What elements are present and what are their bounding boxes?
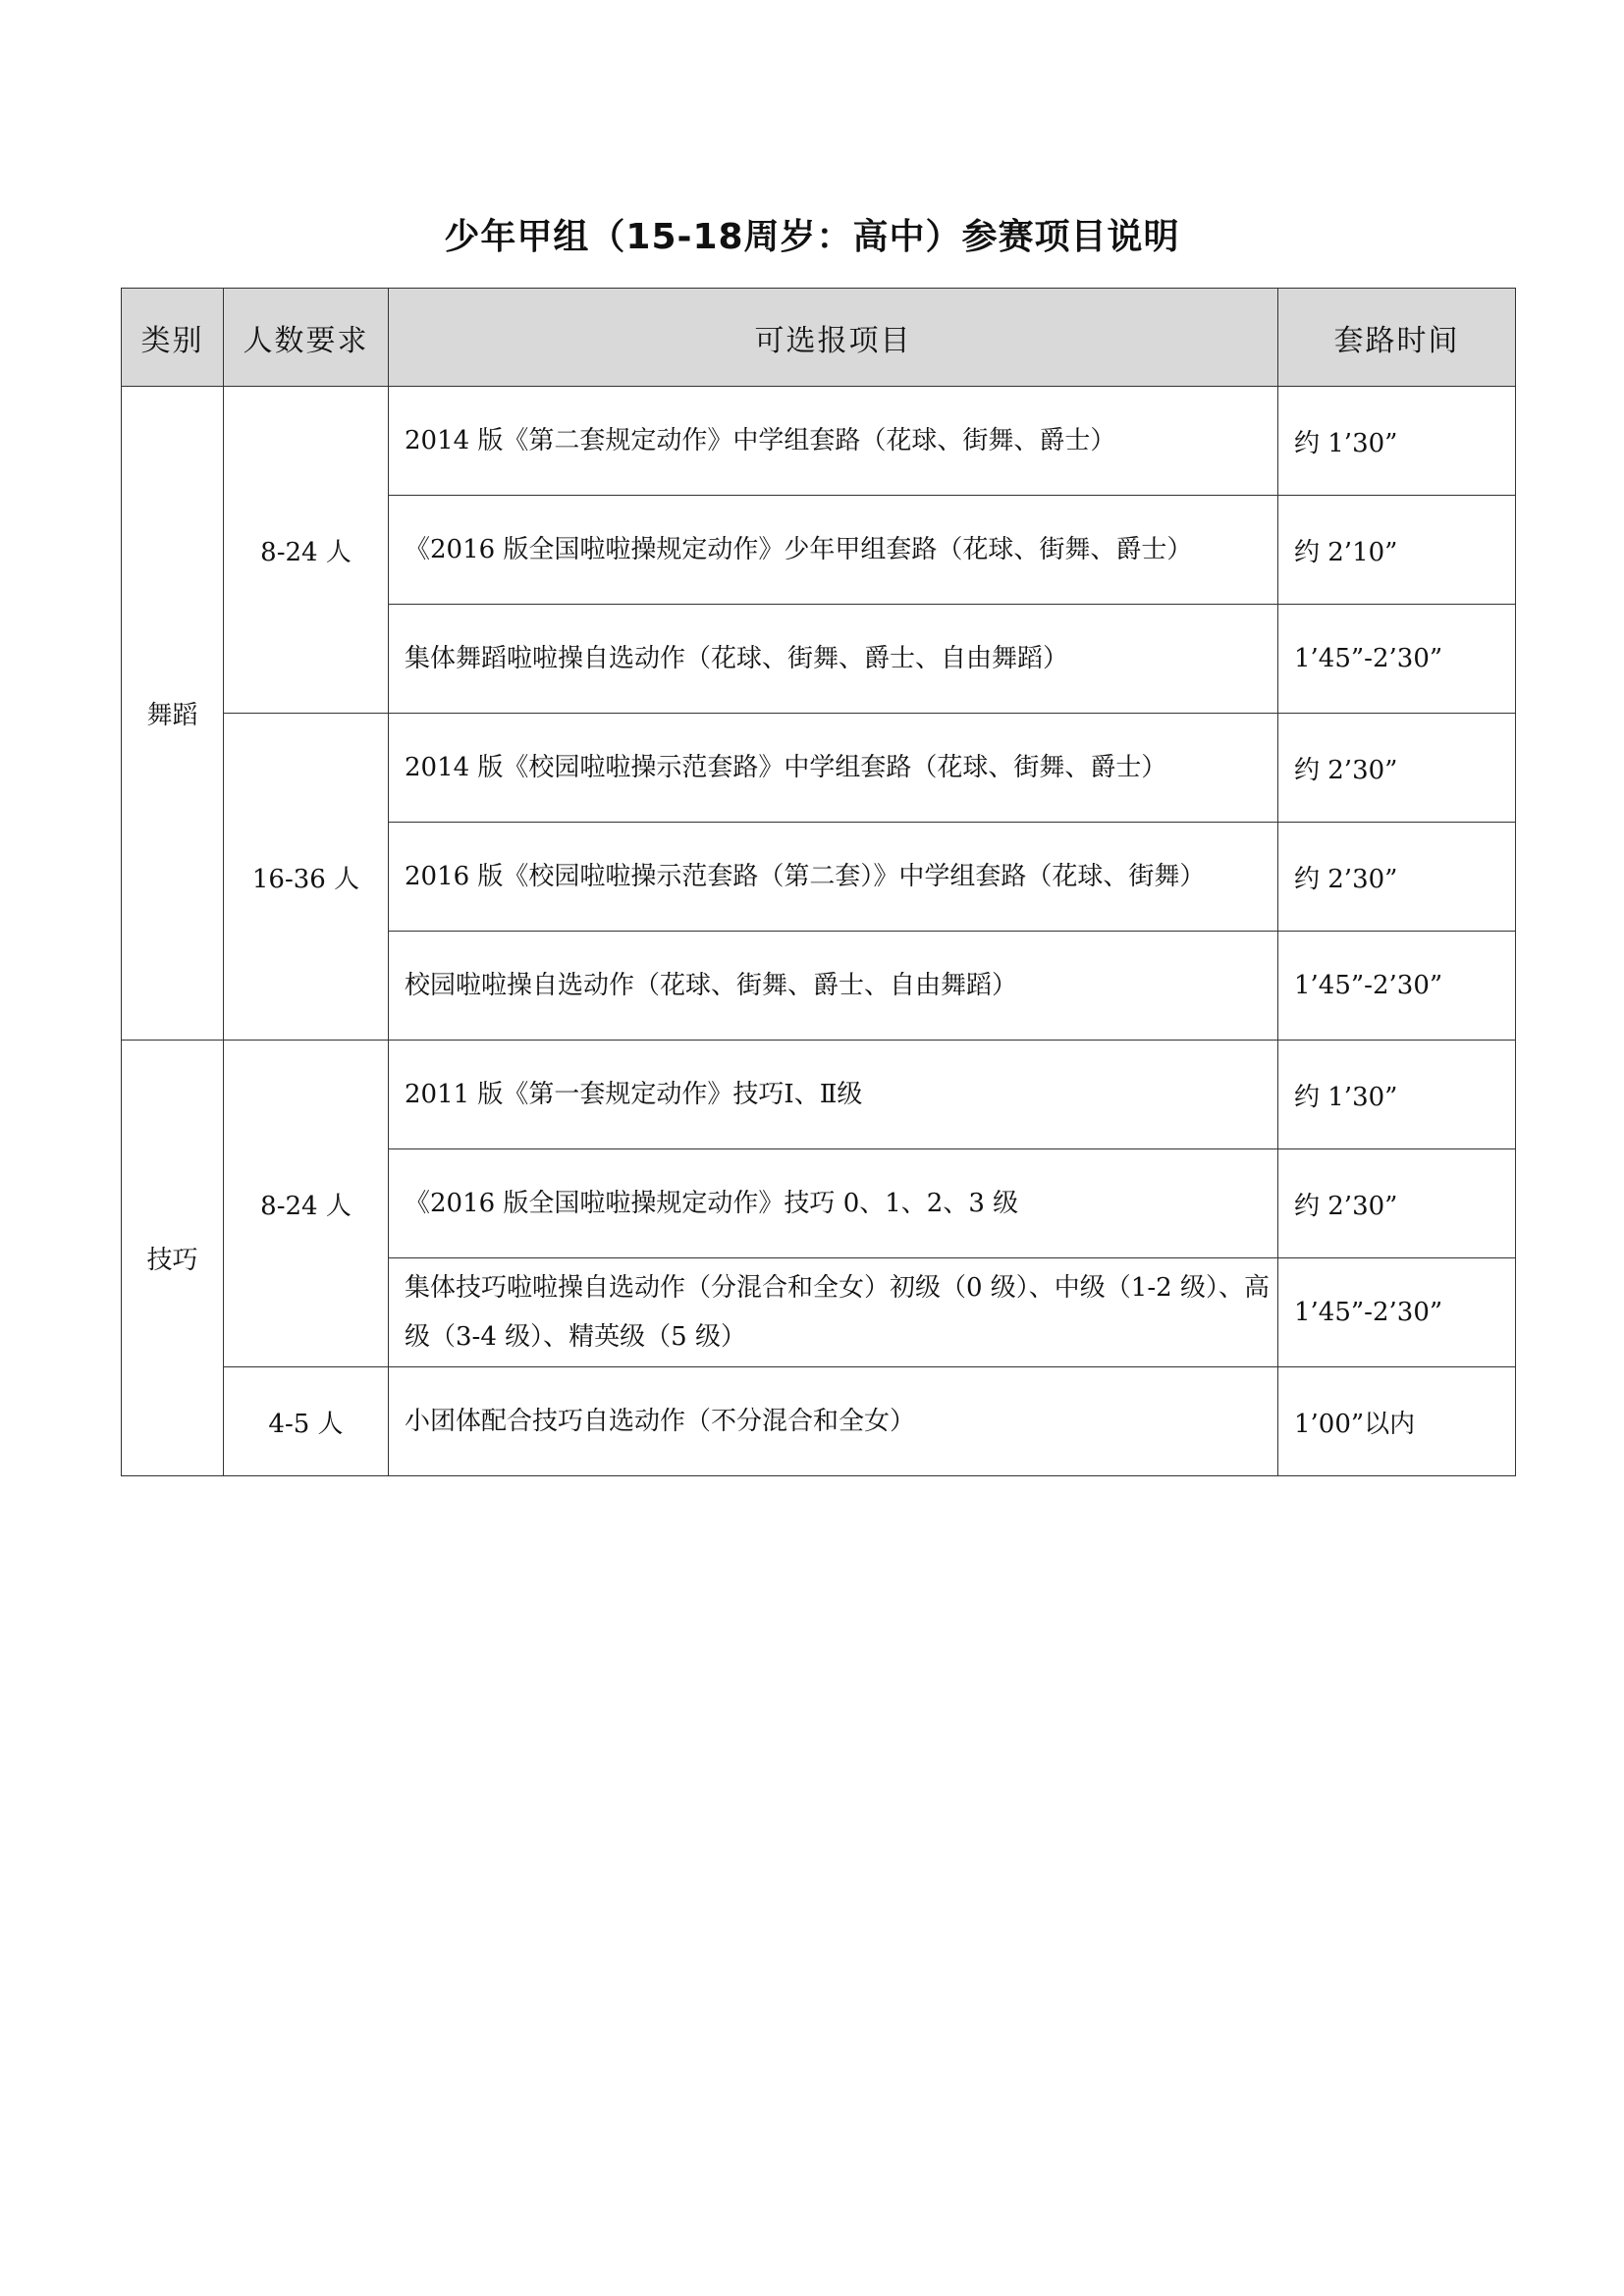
headcount-cell: 8-24 人 xyxy=(224,387,389,714)
duration-cell: 1’45”-2’30” xyxy=(1278,1258,1516,1367)
duration-cell: 约 2’30” xyxy=(1278,714,1516,823)
event-cell: 《2016 版全国啦啦操规定动作》少年甲组套路（花球、街舞、爵士） xyxy=(389,496,1278,605)
header-events: 可选报项目 xyxy=(389,289,1278,387)
category-cell: 技巧 xyxy=(122,1041,224,1476)
event-cell: 集体技巧啦啦操自选动作（分混合和全女）初级（0 级）、中级（1-2 级）、高级（3-4 级）、精英级（5 级） xyxy=(389,1258,1278,1367)
duration-cell: 约 1’30” xyxy=(1278,1041,1516,1149)
table-row xyxy=(122,1367,1516,1476)
events-table xyxy=(121,288,1516,1476)
table-row xyxy=(122,1041,1516,1149)
category-cell: 舞蹈 xyxy=(122,387,224,1041)
event-cell: 2014 版《校园啦啦操示范套路》中学组套路（花球、街舞、爵士） xyxy=(389,714,1278,823)
table-row xyxy=(122,387,1516,496)
header-headcount: 人数要求 xyxy=(224,289,389,387)
duration-cell: 1’00”以内 xyxy=(1278,1367,1516,1476)
headcount-cell: 4-5 人 xyxy=(224,1367,389,1476)
event-cell: 2016 版《校园啦啦操示范套路（第二套）》中学组套路（花球、街舞） xyxy=(389,823,1278,932)
table-header-row xyxy=(122,289,1516,387)
duration-cell: 约 2’30” xyxy=(1278,1149,1516,1258)
duration-cell: 约 2’30” xyxy=(1278,823,1516,932)
document-title: 少年甲组（15-18周岁：高中）参赛项目说明 xyxy=(444,217,1180,257)
event-cell: 《2016 版全国啦啦操规定动作》技巧 0、1、2、3 级 xyxy=(389,1149,1278,1258)
headcount-cell: 8-24 人 xyxy=(224,1041,389,1367)
duration-cell: 1’45”-2’30” xyxy=(1278,605,1516,714)
duration-cell: 约 2’10” xyxy=(1278,496,1516,605)
header-duration: 套路时间 xyxy=(1278,289,1516,387)
headcount-cell: 16-36 人 xyxy=(224,714,389,1041)
event-cell: 2014 版《第二套规定动作》中学组套路（花球、街舞、爵士） xyxy=(389,387,1278,496)
duration-cell: 1’45”-2’30” xyxy=(1278,932,1516,1041)
duration-cell: 约 1’30” xyxy=(1278,387,1516,496)
header-category: 类别 xyxy=(122,289,224,387)
event-cell: 集体舞蹈啦啦操自选动作（花球、街舞、爵士、自由舞蹈） xyxy=(389,605,1278,714)
event-cell: 2011 版《第一套规定动作》技巧Ⅰ、Ⅱ级 xyxy=(389,1041,1278,1149)
table-row xyxy=(122,714,1516,823)
event-cell: 校园啦啦操自选动作（花球、街舞、爵士、自由舞蹈） xyxy=(389,932,1278,1041)
event-cell: 小团体配合技巧自选动作（不分混合和全女） xyxy=(389,1367,1278,1476)
